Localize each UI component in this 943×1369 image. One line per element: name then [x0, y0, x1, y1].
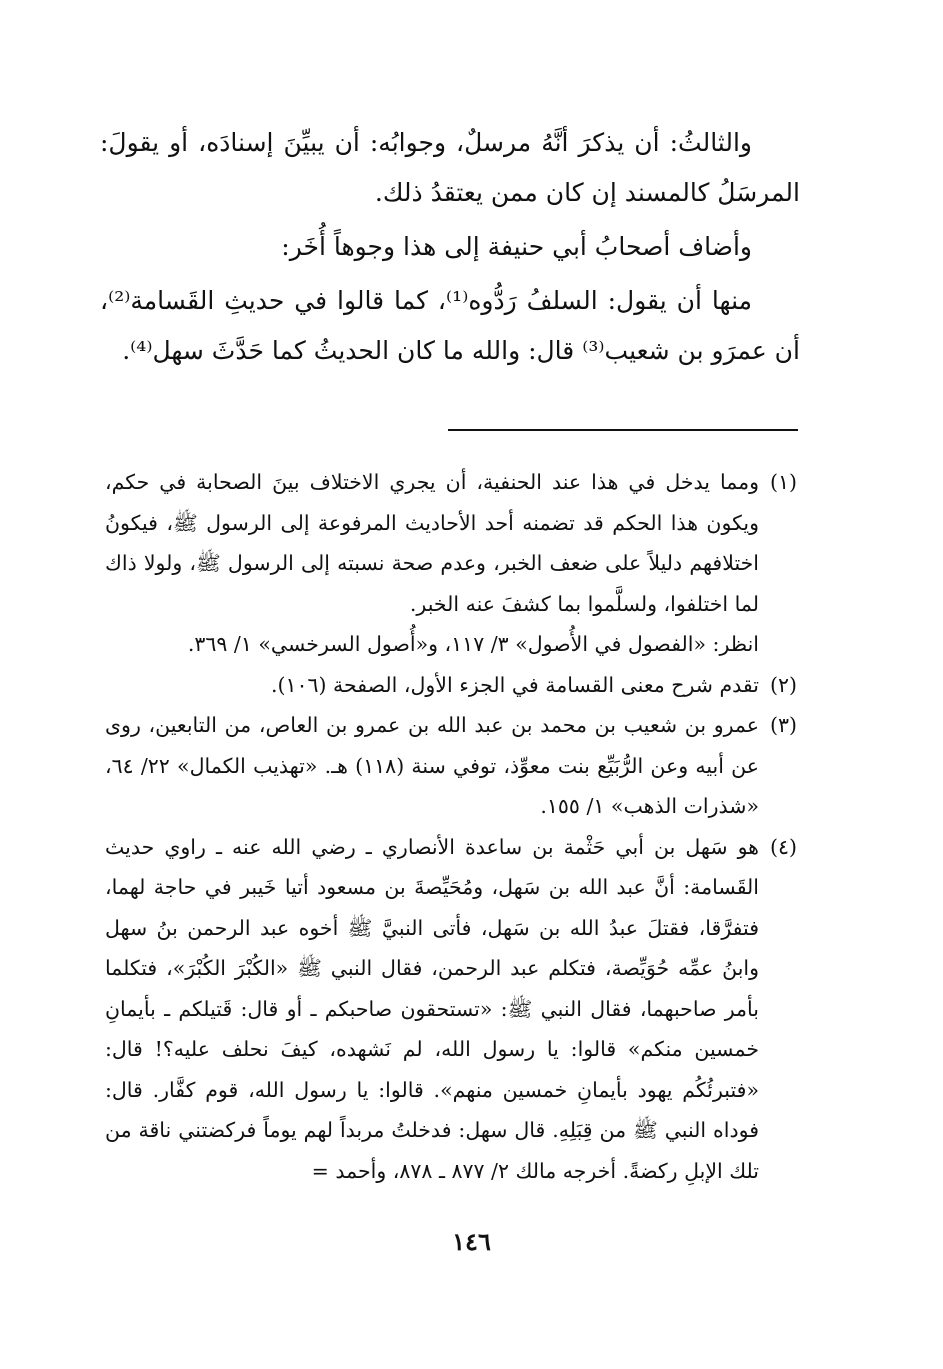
footnote-number: (٣)	[769, 713, 797, 737]
footnote-separator	[448, 429, 798, 431]
footnote-body	[105, 705, 759, 827]
footnote-text: هو سَهل بن أبي حَثْمة بن ساعدة الأنصاري ـ رضي الله عنه ـ راوي حديث القَسامة: أنَّ عبد الله بن سَهل، ومُحَيِّصةَ بن مسعود أتيا خَيبر في حاجة لهما، فتفرَّقا، فقتلَ عبدُ الله بن سَهل، فأتى النبيَّ ﷺ أخوه عبد الرحمن بنُ سهل وابنُ عمِّه حُوَيِّصة، فتكلم عبد الرحمن، فقال النبي ﷺ «الكُبْرَ الكُبْرَ»، فتكلما بأمر صاحبهما، فقال النبي ﷺ: «تستحقون صاحبكم ـ أو قال: قَتيلكم ـ بأيمانِ خمسين منكم» قالوا: يا رسول الله، لم نَشهده، كيفَ نحلف عليه؟! قال: «فتبرئُكُم يهود بأيمانِ خمسين منهم». قالوا: يا رسول الله، قوم كفَّار. قال: فوداه النبي ﷺ من قِبَلِهِ. قال سهل: فدخلتُ مربداً لهم يوماً فركضتني ناقة من تلك الإبلِ ركضةً. أخرجه مالك ٢/ ٨٧٧ ـ ٨٧٨، وأحمد =	[105, 834, 759, 1183]
footnote-number: (١)	[769, 470, 797, 494]
paragraph-third-objection: والثالثُ: أن يذكرَ أنَّهُ مرسلٌ، وجوابُه: أن يبيِّنَ إسنادَه، أو يقولَ: المرسَلُ كالمسند إن كان ممن يعتقدُ ذلك.	[100, 128, 800, 207]
page-number: ١٤٦	[452, 1227, 491, 1256]
paragraph-hanafi-additions: وأضاف أصحابُ أبي حنيفة إلى هذا وجوهاً أُخَر:	[281, 232, 752, 261]
footnote-number: (٤)	[769, 834, 797, 859]
footnote-3	[105, 705, 797, 827]
paragraph-salaf-rejected: منها أن يقول: السلفُ رَدُّوه⁽¹⁾، كما قالوا في حديثِ القَسامة⁽²⁾، أن عمرَو بن شعيب⁽³⁾ قال: والله ما كان الحديثُ كما حَدَّثَ سهل⁽⁴⁾.	[100, 286, 800, 365]
footnote-body	[105, 462, 759, 665]
footnote-body	[105, 665, 759, 706]
footnote-1	[105, 462, 797, 665]
footnote-text: تقدم شرح معنى القسامة في الجزء الأول، الصفحة (١٠٦).	[270, 672, 759, 697]
footnote-2	[105, 665, 797, 706]
footnotes	[105, 462, 797, 1191]
footnote-reference: انظر: «الفصول في الأُصول» ٣/ ١١٧، و«أُصول السرخسي» ١/ ٣٦٩.	[187, 632, 759, 656]
footnote-body	[105, 827, 759, 1192]
footnote-text: ومما يدخل في هذا عند الحنفية، أن يجري الاختلاف بينَ الصحابة في حكم، ويكون هذا الحكم قد تضمنه أحد الأحاديث المرفوعة إلى الرسول ﷺ، فيكونُ اختلافهم دليلاً على ضعف الخبر، وعدم صحة نسبته إلى الرسول ﷺ، ولولا ذاك لما اختلفوا، ولسلَّموا بما كشفَ عنه الخبر.	[105, 470, 759, 616]
footnote-text: عمرو بن شعيب بن محمد بن عبد الله بن عمرو بن العاص، من التابعين، روى عن أبيه وعن الرُّبَيِّع بنت معوِّذ، توفي سنة (١١٨) هـ. «تهذيب الكمال» ٢٢/ ٦٤، «شذرات الذهب» ١/ ١٥٥.	[105, 713, 759, 818]
footnote-number: (٢)	[769, 672, 797, 697]
main-text	[100, 118, 800, 376]
footnote-4	[105, 827, 797, 1192]
